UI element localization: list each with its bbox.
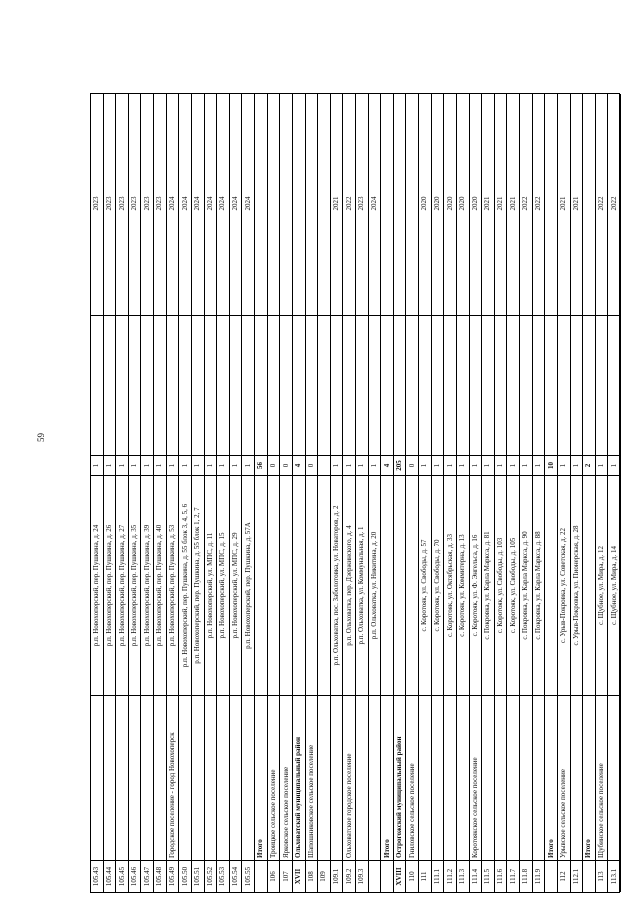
table-row [293, 94, 306, 892]
cell-cnt: 0 [306, 455, 318, 475]
cell-num: 105.51 [192, 860, 204, 892]
cell-addr: с. Покровка, ул. Карла Маркса, д. 88 [533, 475, 545, 695]
cell-addr: с. Щубное, ул. Мира, д. 14 [608, 475, 620, 695]
cell-cnt: 1 [444, 455, 456, 475]
cell-num: XVII [293, 860, 305, 892]
table-row [457, 94, 470, 892]
cell-num [369, 860, 381, 892]
cell-cnt: 1 [331, 455, 343, 475]
table-row [507, 94, 520, 892]
cell-addr: р.п. Новохоперский, пер. Пушкина, д. 55 блок 3, 4, 5, 6 [179, 475, 191, 695]
cell-sp1 [306, 315, 318, 455]
cell-addr [318, 475, 330, 695]
cell-year: 2023 [104, 196, 113, 211]
cell-addr: р.п. Ольховатка, ул. Коммунальная, д. 1 [356, 475, 368, 695]
table-row [306, 94, 319, 892]
cell-addr [268, 475, 280, 695]
cell-mun [495, 695, 507, 860]
cell-year [406, 92, 418, 315]
cell-year: 2023 [130, 196, 139, 211]
cell-sp1 [558, 315, 570, 455]
cell-year: 2024 [369, 196, 378, 211]
cell-year [293, 92, 305, 315]
cell-num [381, 860, 393, 892]
table-row [255, 94, 268, 892]
cell-cnt: 1 [91, 455, 103, 475]
cell-mun [318, 695, 330, 860]
cell-num [545, 860, 557, 892]
cell-mun [507, 695, 519, 860]
table-row [545, 94, 558, 892]
cell-year: 2023 [117, 196, 126, 211]
table-row [571, 94, 584, 892]
table-row [432, 94, 445, 892]
cell-addr: с. Коротояк, ул. Свободы, д. 57 [419, 475, 431, 695]
cell-addr [280, 475, 292, 695]
cell-mun [444, 695, 456, 860]
table-row [268, 94, 281, 892]
cell-mun [457, 695, 469, 860]
cell-year [381, 92, 393, 315]
cell-num: 105.50 [179, 860, 191, 892]
cell-sp1 [495, 315, 507, 455]
cell-num: 108 [306, 860, 318, 892]
cell-year [583, 92, 595, 315]
cell-num: 109.1 [331, 860, 343, 892]
cell-cnt: 1 [356, 455, 368, 475]
cell-addr: р.п. Новохоперский, пер. Пушкина, д. 39 [141, 475, 153, 695]
cell-num: XVIII [394, 860, 406, 892]
table-row [381, 94, 394, 892]
cell-num: 111.7 [507, 860, 519, 892]
cell-sp1 [545, 315, 557, 455]
cell-mun: Итого [545, 695, 557, 860]
cell-sp1 [230, 315, 242, 455]
table-row [583, 94, 596, 892]
cell-year: 2020 [470, 196, 479, 211]
cell-sp1 [268, 315, 280, 455]
cell-addr: с. Щубное, ул. Мира, д. 12 [596, 475, 608, 695]
cell-mun [369, 695, 381, 860]
table-row [406, 94, 419, 892]
cell-year: 2020 [433, 196, 441, 211]
cell-num: 109 [318, 860, 330, 892]
cell-sp1 [356, 315, 368, 455]
cell-cnt: 1 [432, 455, 444, 475]
cell-sp1 [381, 315, 393, 455]
cell-mun [217, 695, 229, 860]
table-row [230, 94, 243, 892]
table-row [419, 94, 432, 892]
cell-mun [432, 695, 444, 860]
cell-year: 2023 [155, 196, 164, 211]
cell-mun: Ольховатский муниципальный район [293, 695, 305, 860]
cell-addr: р.п. Новохоперский, ул. МПС, д. 15 [217, 475, 229, 695]
table-row [558, 94, 571, 892]
cell-sp1 [520, 315, 532, 455]
cell-year: 2023 [142, 196, 151, 211]
cell-num: 110 [406, 860, 418, 892]
cell-sp1 [141, 315, 153, 455]
cell-sp1 [179, 315, 191, 455]
cell-sp1 [596, 315, 608, 455]
cell-mun [192, 695, 204, 860]
cell-year: 2024 [231, 196, 240, 211]
cell-year: 2020 [420, 196, 429, 211]
cell-sp1 [129, 315, 141, 455]
cell-year: 2022 [533, 196, 542, 211]
cell-addr: р.п. Новохоперский, пер. Пушкина, д. 40 [154, 475, 166, 695]
table-row [205, 94, 218, 892]
cell-sp1 [369, 315, 381, 455]
cell-cnt: 4 [381, 455, 393, 475]
cell-sp1 [293, 315, 305, 455]
cell-mun [482, 695, 494, 860]
cell-num: 111.1 [432, 860, 444, 892]
cell-mun [179, 695, 191, 860]
cell-mun: Итого [255, 695, 267, 860]
cell-addr: р.п. Новохоперский, пер. Пушкина, д. 53 [167, 475, 179, 695]
cell-mun [608, 695, 620, 860]
cell-mun: Шапошниковское сельское поселение [306, 695, 318, 860]
cell-year [318, 92, 330, 315]
cell-cnt: 1 [507, 455, 519, 475]
cell-mun [242, 695, 254, 860]
cell-num: 111.6 [495, 860, 507, 892]
cell-num [255, 860, 267, 892]
cell-cnt: 1 [571, 455, 583, 475]
cell-cnt: 1 [205, 455, 217, 475]
cell-addr: р.п. Новохоперский, ул. МПС, д. 11 [205, 475, 217, 695]
table-row [167, 94, 180, 892]
cell-num: 105.45 [116, 860, 128, 892]
table-row [318, 94, 331, 892]
cell-sp1 [432, 315, 444, 455]
cell-sp1 [470, 315, 482, 455]
cell-sp1 [242, 315, 254, 455]
cell-addr: р.п. Новохоперский, пер. Пушкина, д. 26 [104, 475, 116, 695]
cell-num: 111.9 [533, 860, 545, 892]
cell-mun [533, 695, 545, 860]
cell-sp1 [394, 315, 406, 455]
cell-cnt: 1 [482, 455, 494, 475]
table-row [192, 94, 205, 892]
cell-num: 105.44 [104, 860, 116, 892]
table-row [116, 94, 129, 892]
table-row [331, 94, 344, 892]
cell-sp1 [91, 315, 103, 455]
cell-num: 105.54 [230, 860, 242, 892]
cell-mun: Щубинское сельское поселение [596, 695, 608, 860]
cell-cnt: 1 [230, 455, 242, 475]
cell-year: 2021 [496, 196, 505, 211]
cell-addr [406, 475, 418, 695]
cell-mun [230, 695, 242, 860]
cell-year: 2022 [609, 196, 618, 211]
cell-mun [116, 695, 128, 860]
cell-mun: Городское поселение - город Новохоперск [167, 695, 179, 860]
cell-mun [571, 695, 583, 860]
cell-addr: с. Коротояк, ул. Ф. Энгельса, д. 16 [470, 475, 482, 695]
cell-sp1 [280, 315, 292, 455]
cell-cnt: 56 [255, 455, 267, 475]
cell-num: 105.53 [217, 860, 229, 892]
cell-cnt: 0 [406, 455, 418, 475]
cell-num: 111.4 [470, 860, 482, 892]
cell-num: 105.49 [167, 860, 179, 892]
cell-year [394, 92, 406, 315]
cell-num: 111.3 [457, 860, 469, 892]
table-row [520, 94, 533, 892]
table-row [141, 94, 154, 892]
table-grid [90, 93, 620, 893]
cell-year: 2022 [344, 196, 353, 211]
cell-cnt: 1 [129, 455, 141, 475]
cell-sp1 [482, 315, 494, 455]
housing-program-table [90, 93, 620, 893]
cell-mun: Ярковское сельское поселение [280, 695, 292, 860]
cell-mun: Троицкое сельское поселение [268, 695, 280, 860]
table-row [495, 94, 508, 892]
cell-sp1 [507, 315, 519, 455]
cell-num [583, 860, 595, 892]
cell-year: 2022 [597, 196, 606, 211]
cell-cnt: 0 [280, 455, 292, 475]
cell-cnt: 1 [217, 455, 229, 475]
cell-num: 113.1 [608, 860, 620, 892]
cell-addr [583, 475, 595, 695]
cell-year: 2020 [458, 196, 467, 211]
cell-cnt: 1 [116, 455, 128, 475]
table-row [179, 94, 192, 892]
table-row [394, 94, 407, 892]
cell-sp1 [104, 315, 116, 455]
cell-mun [129, 695, 141, 860]
cell-mun [419, 695, 431, 860]
cell-sp1 [419, 315, 431, 455]
cell-cnt: 1 [104, 455, 116, 475]
cell-sp1 [217, 315, 229, 455]
table-row [280, 94, 293, 892]
table-row [217, 94, 230, 892]
cell-year: 2024 [205, 196, 214, 211]
cell-addr: с. Коротояк, ул. Свободы, д. 70 [432, 475, 444, 695]
cell-num: 106 [268, 860, 280, 892]
cell-mun [141, 695, 153, 860]
cell-year: 2024 [193, 196, 202, 211]
cell-sp1 [205, 315, 217, 455]
cell-sp1 [255, 315, 267, 455]
cell-mun [91, 695, 103, 860]
cell-addr [255, 475, 267, 695]
cell-num: 105.47 [141, 860, 153, 892]
table-row [596, 94, 609, 892]
cell-mun: Итого [583, 695, 595, 860]
cell-addr [293, 475, 305, 695]
cell-num: 113 [596, 860, 608, 892]
cell-year: 2024 [218, 196, 227, 211]
cell-num: 105.55 [242, 860, 254, 892]
cell-addr: р.п. Новохоперский, пер. Пушкина, д. 57А [242, 475, 254, 695]
cell-mun: Ольховатское городское поселение [343, 695, 355, 860]
cell-year: 2021 [571, 196, 580, 211]
cell-mun [104, 695, 116, 860]
cell-addr: р.п. Ольховатка, пер. Дзержинского, д. 4 [343, 475, 355, 695]
cell-cnt: 1 [596, 455, 608, 475]
cell-year: 2024 [168, 196, 176, 211]
cell-year [280, 92, 292, 315]
cell-year [545, 92, 557, 315]
cell-num: 112 [558, 860, 570, 892]
cell-sp1 [192, 315, 204, 455]
cell-addr: с. Коротояк, ул. Коммитерна, д. 13 [457, 475, 469, 695]
cell-sp1 [533, 315, 545, 455]
table-row [533, 94, 546, 892]
cell-num: 112.1 [571, 860, 583, 892]
cell-cnt: 0 [268, 455, 280, 475]
cell-cnt: 4 [293, 455, 305, 475]
cell-addr [381, 475, 393, 695]
cell-cnt: 1 [343, 455, 355, 475]
cell-sp1 [116, 315, 128, 455]
cell-num: 105.43 [91, 860, 103, 892]
cell-sp1 [406, 315, 418, 455]
cell-addr [306, 475, 318, 695]
cell-cnt [318, 455, 330, 475]
cell-addr: р.п. Новохоперский, пер. Пушкина, д. 24 [91, 475, 103, 695]
cell-sp1 [457, 315, 469, 455]
cell-cnt: 1 [192, 455, 204, 475]
cell-year: 2021 [508, 196, 517, 211]
cell-cnt: 10 [545, 455, 557, 475]
cell-mun [205, 695, 217, 860]
cell-year: 2024 [180, 196, 189, 211]
cell-cnt: 1 [242, 455, 254, 475]
cell-cnt: 1 [520, 455, 532, 475]
table-row [444, 94, 457, 892]
cell-addr: р.п. Ольховатка, пос. Заболотовка, ул. Новаторов, д. 2 [331, 475, 343, 695]
cell-num: 107 [280, 860, 292, 892]
cell-addr: с. Коротояк, ул. Свободы, д. 103 [495, 475, 507, 695]
cell-sp1 [343, 315, 355, 455]
cell-cnt: 1 [141, 455, 153, 475]
cell-mun: Коротоякское сельское поселение [470, 695, 482, 860]
cell-year: 2020 [445, 196, 454, 211]
cell-addr: р.п. Новохоперский, пер. Пушкина, д. 55 блок 1, 2, 7 [192, 475, 204, 695]
cell-cnt: 1 [179, 455, 191, 475]
cell-sp1 [318, 315, 330, 455]
cell-year: 2021 [483, 196, 492, 211]
cell-year [268, 92, 280, 315]
cell-mun: Острогожский муниципальный район [394, 695, 406, 860]
cell-num: 111.8 [520, 860, 532, 892]
cell-year: 2023 [92, 196, 101, 211]
cell-year: 2024 [243, 196, 252, 211]
cell-addr: р.п. Ольховатка, ул. Никитина, д. 20 [369, 475, 381, 695]
cell-year: 2023 [357, 196, 366, 211]
cell-num: 109.3 [356, 860, 368, 892]
cell-mun [356, 695, 368, 860]
table-row [129, 94, 142, 892]
cell-mun: Гниловское сельское поселение [406, 695, 418, 860]
table-row [154, 94, 167, 892]
table-row [470, 94, 483, 892]
cell-sp1 [331, 315, 343, 455]
cell-mun [331, 695, 343, 860]
cell-addr [394, 475, 406, 695]
cell-addr: р.п. Новохоперский, пер. Пушкина, д. 35 [129, 475, 141, 695]
cell-num: 111 [419, 860, 431, 892]
cell-year: 2021 [559, 196, 568, 211]
cell-mun: Итого [381, 695, 393, 860]
cell-year [306, 92, 318, 315]
cell-mun [154, 695, 166, 860]
table-row [608, 94, 621, 892]
cell-mun: Урывское сельское поселение [558, 695, 570, 860]
table-row [242, 94, 255, 892]
cell-cnt: 1 [154, 455, 166, 475]
table-row [369, 94, 382, 892]
cell-cnt: 205 [394, 455, 406, 475]
cell-year: 2021 [332, 196, 341, 211]
cell-cnt: 1 [558, 455, 570, 475]
cell-sp1 [154, 315, 166, 455]
table-row [91, 94, 104, 892]
cell-cnt: 1 [419, 455, 431, 475]
cell-addr [545, 475, 557, 695]
cell-addr: с. Покровка, ул. Карла Маркса, д. 90 [520, 475, 532, 695]
cell-cnt: 1 [470, 455, 482, 475]
table-row [343, 94, 356, 892]
cell-num: 105.48 [154, 860, 166, 892]
cell-cnt: 1 [608, 455, 620, 475]
cell-num: 111.5 [482, 860, 494, 892]
page-number: 59 [36, 433, 46, 442]
table-row [104, 94, 117, 892]
cell-mun [520, 695, 532, 860]
cell-num: 105.52 [205, 860, 217, 892]
cell-addr: р.п. Новохоперский, пер. Пушкина, д. 27 [116, 475, 128, 695]
cell-addr: р.п. Новохоперский, ул. МПС, д. 29 [230, 475, 242, 695]
cell-sp1 [608, 315, 620, 455]
cell-sp1 [571, 315, 583, 455]
cell-cnt: 1 [533, 455, 545, 475]
table-row [482, 94, 495, 892]
cell-addr: с. Коротояк, ул. Октябрьская, д. 33 [444, 475, 456, 695]
cell-cnt: 1 [457, 455, 469, 475]
cell-addr: с. Урыв-Покровка, ул. Пионерская, д. 28 [571, 475, 583, 695]
cell-cnt: 1 [167, 455, 179, 475]
cell-num: 111.2 [444, 860, 456, 892]
cell-sp1 [583, 315, 595, 455]
cell-cnt: 2 [583, 455, 595, 475]
table-row [356, 94, 369, 892]
cell-addr: с. Коротояк, ул. Свободы, д. 105 [507, 475, 519, 695]
cell-addr: с. Покровка, ул. Карла Маркса, д. 81 [482, 475, 494, 695]
cell-sp1 [167, 315, 179, 455]
cell-cnt: 1 [369, 455, 381, 475]
cell-year [255, 92, 267, 315]
cell-num: 109.2 [343, 860, 355, 892]
cell-year: 2022 [521, 196, 530, 211]
cell-addr: с. Урыв-Покровка, ул. Советская, д. 22 [558, 475, 570, 695]
cell-sp1 [444, 315, 456, 455]
cell-num: 105.46 [129, 860, 141, 892]
cell-cnt: 1 [495, 455, 507, 475]
